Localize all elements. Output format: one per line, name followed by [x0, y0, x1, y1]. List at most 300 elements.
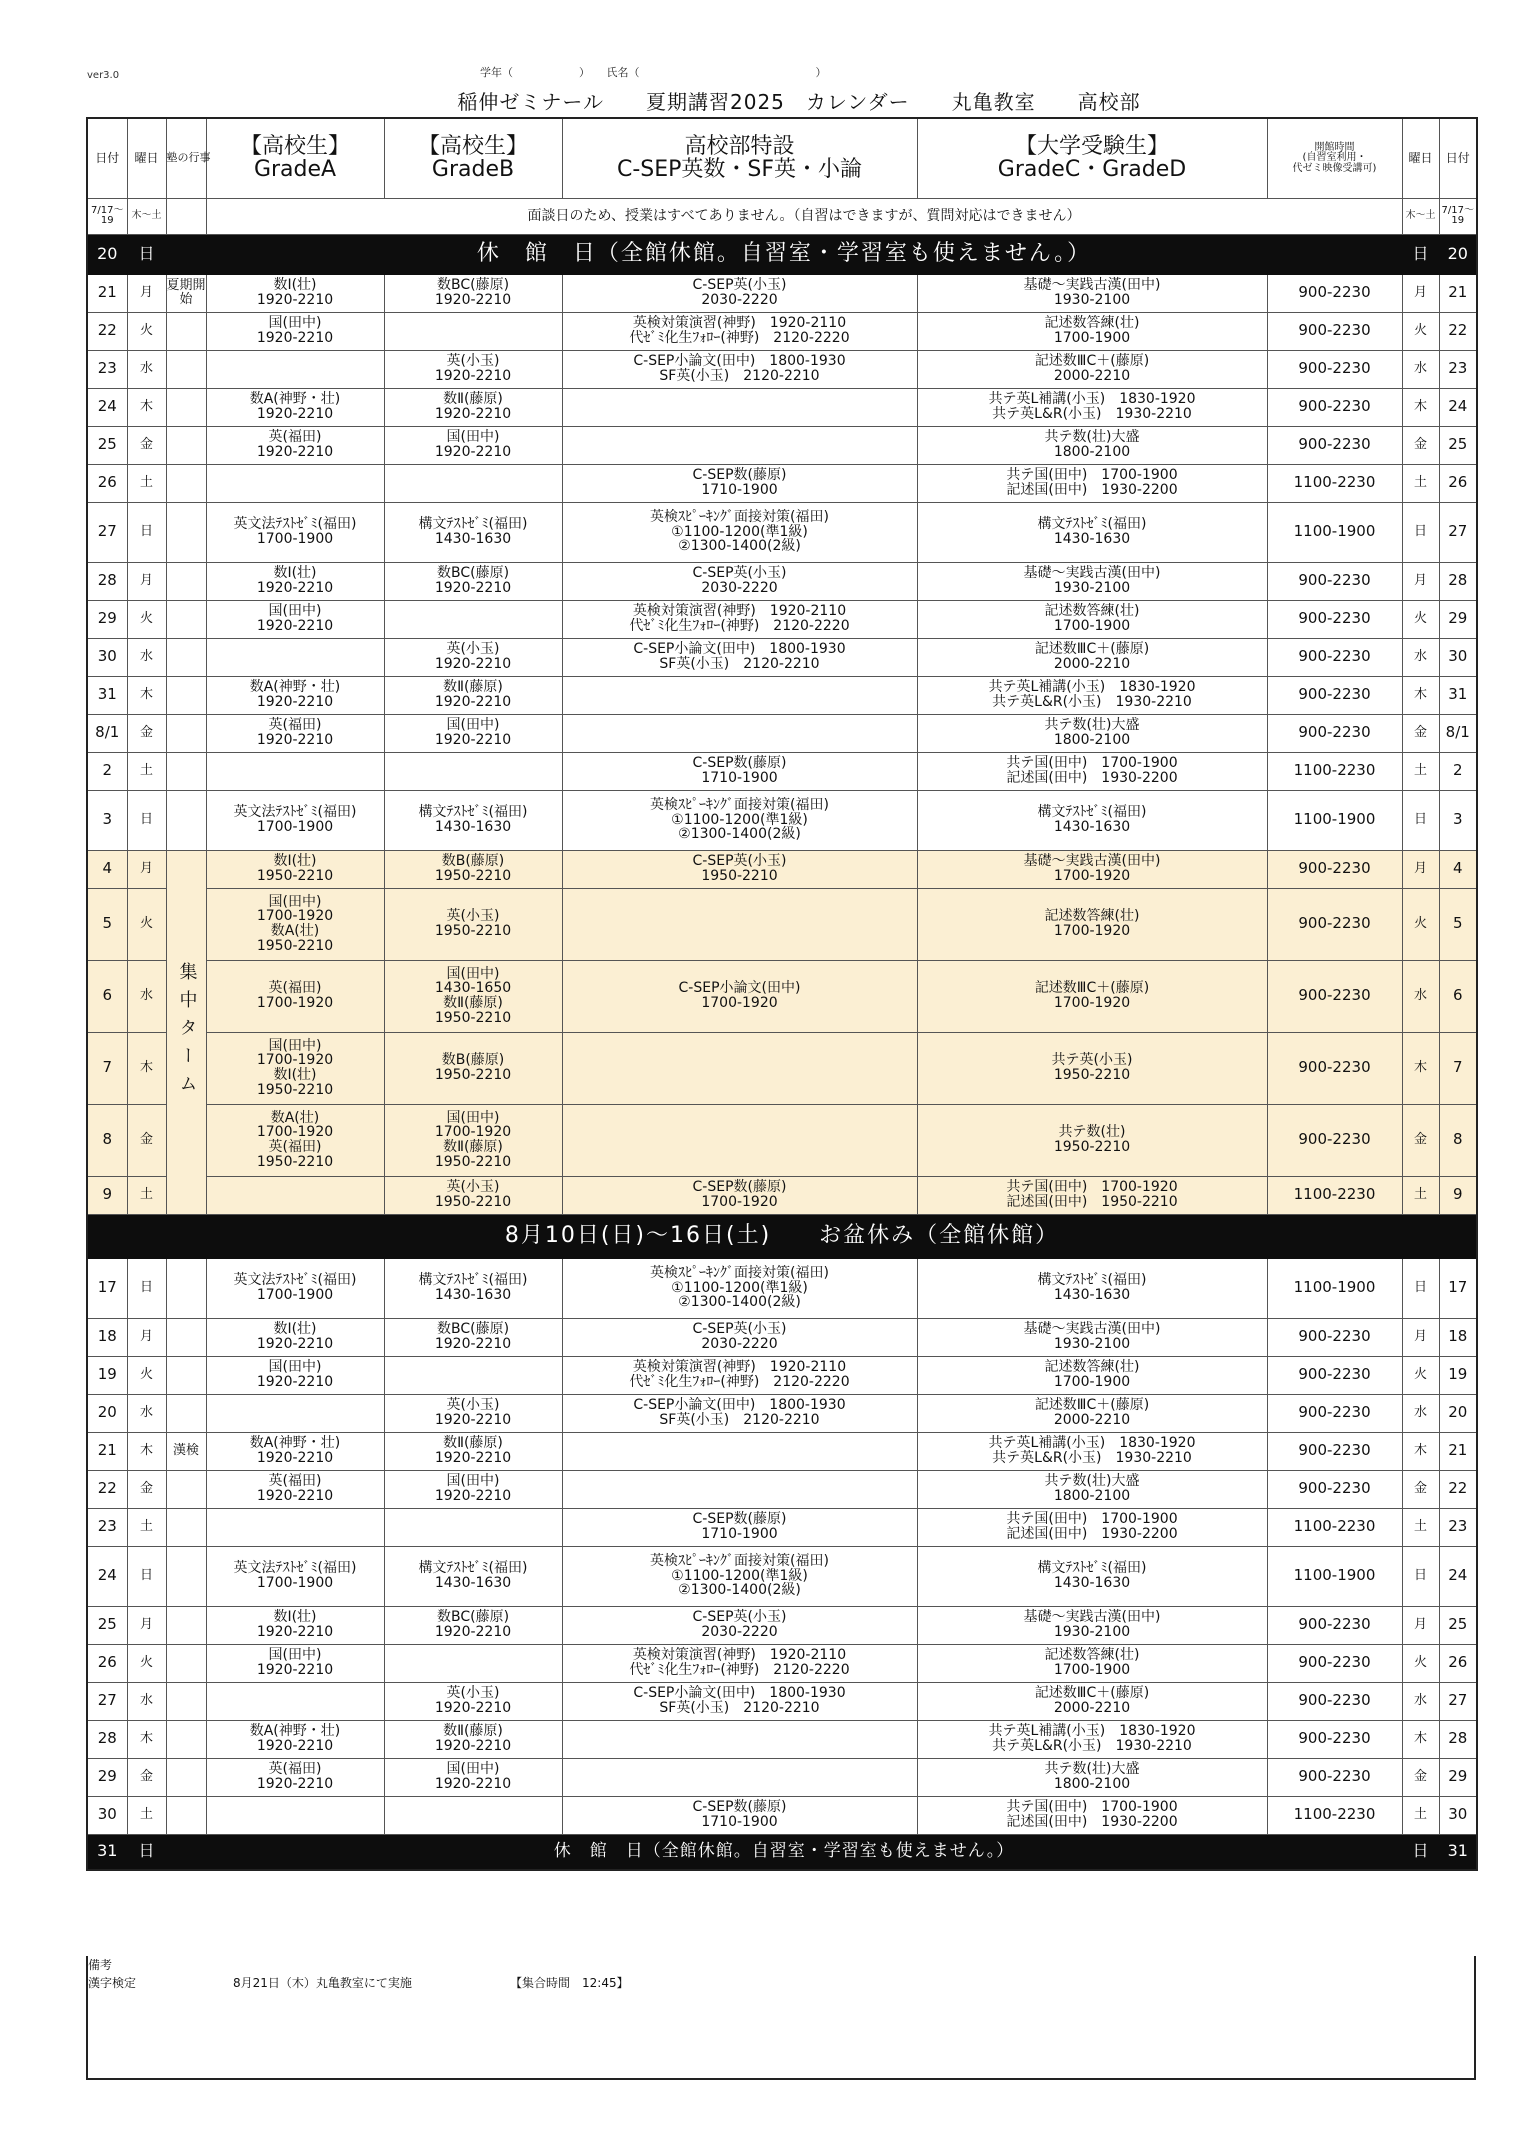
gradeCD-cell: 記述数ⅢC＋(藤原) 1700-1920	[917, 960, 1267, 1032]
closed-20-message: 休 館 日（全館休館。自習室・学習室も使えません。）	[166, 234, 1402, 274]
row-date: 29	[87, 1758, 127, 1796]
row-dow: 月	[127, 562, 166, 600]
intro-date-right: 7/17〜19	[1439, 198, 1477, 234]
gradeB-cell: 英(小玉) 1920-2210	[384, 1394, 562, 1432]
special-cell	[562, 1720, 917, 1758]
gradeCD-cell: 共テ英(小玉) 1950-2210	[917, 1032, 1267, 1104]
row-date-right: 6	[1439, 960, 1477, 1032]
gradeCD-cell: 記述数ⅢC＋(藤原) 2000-2210	[917, 1682, 1267, 1720]
row-date-right: 18	[1439, 1318, 1477, 1356]
row-dow-right: 火	[1402, 600, 1439, 638]
row-event	[166, 1470, 206, 1508]
row-event	[166, 676, 206, 714]
col-gradeB: 【高校生】 GradeB	[384, 118, 562, 198]
gradeCD-cell: 共テ国(田中) 1700-1900 記述国(田中) 1930-2200	[917, 1796, 1267, 1834]
closed-20-dow-right: 日	[1402, 234, 1439, 274]
gradeA-cell	[206, 752, 384, 790]
row-dow: 木	[127, 1720, 166, 1758]
gradeA-cell: 数A(神野・壮) 1920-2210	[206, 388, 384, 426]
row-dow: 金	[127, 1470, 166, 1508]
row-dow: 月	[127, 274, 166, 312]
row-dow: 金	[127, 1758, 166, 1796]
row-dow: 月	[127, 1318, 166, 1356]
row-date-right: 25	[1439, 426, 1477, 464]
row-event	[166, 1546, 206, 1606]
row-date: 24	[87, 1546, 127, 1606]
row-dow-right: 水	[1402, 638, 1439, 676]
calendar-row	[87, 850, 1477, 888]
gradeB-cell	[384, 1356, 562, 1394]
row-dow: 月	[127, 850, 166, 888]
row-date: 21	[87, 1432, 127, 1470]
row-dow: 火	[127, 312, 166, 350]
gradeCD-cell: 共テ英L補講(小玉) 1830-1920 共テ英L&R(小玉) 1930-2210	[917, 1720, 1267, 1758]
closed-20-dow: 日	[127, 234, 166, 274]
row-dow-right: 月	[1402, 274, 1439, 312]
row-date: 9	[87, 1176, 127, 1214]
notes-item: 漢字検定	[88, 1976, 137, 1990]
calendar-row	[87, 1394, 1477, 1432]
open-hours-cell: 900-2230	[1267, 1394, 1402, 1432]
special-cell: C-SEP数(藤原) 1710-1900	[562, 1796, 917, 1834]
row-dow-right: 金	[1402, 426, 1439, 464]
gradeA-cell	[206, 1394, 384, 1432]
row-event	[166, 638, 206, 676]
obon-row	[87, 1214, 1477, 1258]
row-dow-right: 日	[1402, 502, 1439, 562]
row-date: 7	[87, 1032, 127, 1104]
row-date: 4	[87, 850, 127, 888]
special-cell	[562, 676, 917, 714]
row-date-right: 30	[1439, 638, 1477, 676]
open-hours-cell: 900-2230	[1267, 714, 1402, 752]
gradeB-cell: 数B(藤原) 1950-2210	[384, 1032, 562, 1104]
gradeCD-cell: 記述数ⅢC＋(藤原) 2000-2210	[917, 638, 1267, 676]
row-dow-right: 水	[1402, 960, 1439, 1032]
open-hours-cell: 1100-1900	[1267, 1258, 1402, 1318]
gradeB-cell	[384, 312, 562, 350]
gradeCD-cell: 記述数答練(壮) 1700-1920	[917, 888, 1267, 960]
row-date-right: 23	[1439, 1508, 1477, 1546]
gradeCD-cell: 記述数ⅢC＋(藤原) 2000-2210	[917, 1394, 1267, 1432]
col-dow-right: 曜日	[1402, 118, 1439, 198]
gradeB-cell: 国(田中) 1700-1920 数Ⅱ(藤原) 1950-2210	[384, 1104, 562, 1176]
gradeCD-cell: 構文ﾃｽﾄｾﾞﾐ(福田) 1430-1630	[917, 1258, 1267, 1318]
row-dow: 日	[127, 1258, 166, 1318]
row-dow: 日	[127, 1546, 166, 1606]
gradeB-cell: 数Ⅱ(藤原) 1920-2210	[384, 388, 562, 426]
gradeCD-cell: 共テ国(田中) 1700-1900 記述国(田中) 1930-2200	[917, 752, 1267, 790]
open-hours-cell: 1100-2230	[1267, 1176, 1402, 1214]
calendar-row	[87, 752, 1477, 790]
row-dow: 火	[127, 1356, 166, 1394]
row-date-right: 26	[1439, 464, 1477, 502]
calendar-row	[87, 1258, 1477, 1318]
calendar-row	[87, 388, 1477, 426]
gradeA-cell: 英(福田) 1920-2210	[206, 714, 384, 752]
row-event	[166, 714, 206, 752]
special-cell: 英検対策演習(神野) 1920-2110 代ｾﾞﾐ化生ﾌｫﾛｰ(神野) 2120-2220	[562, 600, 917, 638]
intro-dow-right: 木〜土	[1402, 198, 1439, 234]
row-dow: 金	[127, 1104, 166, 1176]
gradeA-cell	[206, 464, 384, 502]
row-dow-right: 日	[1402, 790, 1439, 850]
calendar-row	[87, 464, 1477, 502]
row-dow-right: 金	[1402, 714, 1439, 752]
row-event	[166, 464, 206, 502]
row-date-right: 22	[1439, 312, 1477, 350]
row-dow: 日	[127, 790, 166, 850]
gradeB-cell: 数BC(藤原) 1920-2210	[384, 274, 562, 312]
calendar-row	[87, 312, 1477, 350]
row-date: 24	[87, 388, 127, 426]
row-date: 20	[87, 1394, 127, 1432]
col-gradeCD: 【大学受験生】 GradeC・GradeD	[917, 118, 1267, 198]
gradeA-cell: 国(田中) 1920-2210	[206, 600, 384, 638]
focus-term-label: 集中ターム	[166, 850, 206, 1214]
row-date-right: 27	[1439, 1682, 1477, 1720]
row-dow-right: 火	[1402, 1356, 1439, 1394]
open-hours-cell: 900-2230	[1267, 850, 1402, 888]
row-dow-right: 火	[1402, 1644, 1439, 1682]
row-dow-right: 金	[1402, 1104, 1439, 1176]
row-event	[166, 1720, 206, 1758]
row-dow-right: 土	[1402, 464, 1439, 502]
calendar-row	[87, 1606, 1477, 1644]
calendar-row	[87, 274, 1477, 312]
gradeB-cell	[384, 1508, 562, 1546]
open-hours-cell: 900-2230	[1267, 676, 1402, 714]
gradeCD-cell: 基礎〜実践古漢(田中) 1930-2100	[917, 562, 1267, 600]
gradeA-cell: 数Ⅰ(壮) 1920-2210	[206, 274, 384, 312]
closed-31-dow: 日	[127, 1834, 166, 1870]
row-date-right: 21	[1439, 1432, 1477, 1470]
row-dow-right: 火	[1402, 312, 1439, 350]
gradeA-cell: 数A(神野・壮) 1920-2210	[206, 1720, 384, 1758]
special-cell: C-SEP数(藤原) 1710-1900	[562, 464, 917, 502]
open-hours-cell: 900-2230	[1267, 274, 1402, 312]
row-dow: 土	[127, 464, 166, 502]
gradeB-cell: 数BC(藤原) 1920-2210	[384, 1318, 562, 1356]
row-dow: 水	[127, 1394, 166, 1432]
row-dow-right: 月	[1402, 850, 1439, 888]
open-hours-cell: 900-2230	[1267, 1032, 1402, 1104]
gradeCD-cell: 共テ数(壮)大盛 1800-2100	[917, 1470, 1267, 1508]
row-date-right: 3	[1439, 790, 1477, 850]
calendar-row	[87, 1796, 1477, 1834]
gradeCD-cell: 共テ国(田中) 1700-1920 記述国(田中) 1950-2210	[917, 1176, 1267, 1214]
gradeB-cell: 構文ﾃｽﾄｾﾞﾐ(福田) 1430-1630	[384, 502, 562, 562]
gradeB-cell: 国(田中) 1920-2210	[384, 1758, 562, 1796]
gradeCD-cell: 構文ﾃｽﾄｾﾞﾐ(福田) 1430-1630	[917, 1546, 1267, 1606]
row-event	[166, 1606, 206, 1644]
row-date-right: 30	[1439, 1796, 1477, 1834]
name-line: 学年（ ） 氏名（ ）	[480, 66, 827, 79]
row-date-right: 26	[1439, 1644, 1477, 1682]
calendar-row	[87, 1432, 1477, 1470]
row-dow: 水	[127, 638, 166, 676]
row-dow: 木	[127, 388, 166, 426]
row-date: 27	[87, 1682, 127, 1720]
row-date-right: 27	[1439, 502, 1477, 562]
intro-dow: 木〜土	[127, 198, 166, 234]
notes-time: 【集合時間 12:45】	[510, 1976, 629, 1990]
gradeA-cell	[206, 1176, 384, 1214]
calendar-row	[87, 562, 1477, 600]
row-dow-right: 水	[1402, 1682, 1439, 1720]
special-cell	[562, 1032, 917, 1104]
gradeCD-cell: 構文ﾃｽﾄｾﾞﾐ(福田) 1430-1630	[917, 502, 1267, 562]
open-hours-cell: 900-2230	[1267, 1104, 1402, 1176]
calendar-row	[87, 600, 1477, 638]
row-event	[166, 388, 206, 426]
special-cell	[562, 1104, 917, 1176]
calendar-row	[87, 1758, 1477, 1796]
special-cell: C-SEP小論文(田中) 1700-1920	[562, 960, 917, 1032]
special-cell: C-SEP小論文(田中) 1800-1930 SF英(小玉) 2120-2210	[562, 1682, 917, 1720]
open-hours-cell: 1100-1900	[1267, 790, 1402, 850]
row-date: 17	[87, 1258, 127, 1318]
gradeB-cell: 国(田中) 1920-2210	[384, 1470, 562, 1508]
gradeCD-cell: 共テ英L補講(小玉) 1830-1920 共テ英L&R(小玉) 1930-2210	[917, 388, 1267, 426]
calendar-row	[87, 888, 1477, 960]
calendar-row	[87, 1032, 1477, 1104]
gradeA-cell: 英(福田) 1920-2210	[206, 426, 384, 464]
notes-detail: 8月21日（木）丸亀教室にて実施	[233, 1976, 412, 1990]
calendar-row	[87, 1176, 1477, 1214]
row-date-right: 28	[1439, 1720, 1477, 1758]
calendar-row	[87, 1644, 1477, 1682]
open-hours-cell: 900-2230	[1267, 1432, 1402, 1470]
row-dow: 水	[127, 1682, 166, 1720]
gradeCD-cell: 基礎〜実践古漢(田中) 1930-2100	[917, 1318, 1267, 1356]
row-date: 28	[87, 1720, 127, 1758]
special-cell: C-SEP数(藤原) 1710-1900	[562, 752, 917, 790]
col-events: 塾の行事	[166, 118, 206, 198]
intro-event	[166, 198, 206, 234]
open-hours-cell: 1100-2230	[1267, 464, 1402, 502]
calendar-row	[87, 1104, 1477, 1176]
gradeA-cell	[206, 350, 384, 388]
row-dow-right: 木	[1402, 1720, 1439, 1758]
gradeB-cell: 数B(藤原) 1950-2210	[384, 850, 562, 888]
row-date: 6	[87, 960, 127, 1032]
row-dow: 木	[127, 1032, 166, 1104]
row-date: 28	[87, 562, 127, 600]
gradeB-cell	[384, 752, 562, 790]
row-date: 25	[87, 1606, 127, 1644]
open-hours-cell: 900-2230	[1267, 1356, 1402, 1394]
row-date: 8/1	[87, 714, 127, 752]
closed-31-message: 休 館 日（全館休館。自習室・学習室も使えません。）	[166, 1834, 1402, 1870]
gradeB-cell	[384, 464, 562, 502]
gradeB-cell	[384, 600, 562, 638]
gradeCD-cell: 記述数ⅢC＋(藤原) 2000-2210	[917, 350, 1267, 388]
row-dow-right: 火	[1402, 888, 1439, 960]
gradeA-cell	[206, 1796, 384, 1834]
row-date: 22	[87, 1470, 127, 1508]
closed-row-31	[87, 1834, 1477, 1870]
obon-message: 8月10日(日)〜16日(土) お盆休み（全館休館）	[87, 1214, 1477, 1258]
gradeCD-cell: 記述数答練(壮) 1700-1900	[917, 1644, 1267, 1682]
row-dow-right: 土	[1402, 752, 1439, 790]
row-date-right: 29	[1439, 600, 1477, 638]
row-event	[166, 1758, 206, 1796]
row-dow: 火	[127, 888, 166, 960]
row-dow-right: 土	[1402, 1508, 1439, 1546]
row-date-right: 9	[1439, 1176, 1477, 1214]
row-date-right: 22	[1439, 1470, 1477, 1508]
row-date-right: 21	[1439, 274, 1477, 312]
special-cell	[562, 1758, 917, 1796]
version-label: ver3.0	[87, 70, 120, 81]
row-dow-right: 日	[1402, 1546, 1439, 1606]
open-hours-cell: 900-2230	[1267, 350, 1402, 388]
gradeB-cell: 英(小玉) 1950-2210	[384, 1176, 562, 1214]
row-event	[166, 600, 206, 638]
row-dow-right: 木	[1402, 676, 1439, 714]
special-cell: C-SEP英(小玉) 1950-2210	[562, 850, 917, 888]
special-cell: 英検ｽﾋﾟｰｷﾝｸﾞ面接対策(福田) ①1100-1200(準1級) ②1300-1400(2級)	[562, 1546, 917, 1606]
special-cell: 英検対策演習(神野) 1920-2110 代ｾﾞﾐ化生ﾌｫﾛｰ(神野) 2120-2220	[562, 1356, 917, 1394]
row-event	[166, 1356, 206, 1394]
gradeB-cell	[384, 1796, 562, 1834]
row-date: 26	[87, 1644, 127, 1682]
gradeB-cell: 数Ⅱ(藤原) 1920-2210	[384, 1432, 562, 1470]
open-hours-cell: 900-2230	[1267, 1318, 1402, 1356]
row-date-right: 5	[1439, 888, 1477, 960]
special-cell	[562, 1432, 917, 1470]
open-hours-cell: 1100-2230	[1267, 1796, 1402, 1834]
calendar-row	[87, 960, 1477, 1032]
special-cell: 英検ｽﾋﾟｰｷﾝｸﾞ面接対策(福田) ①1100-1200(準1級) ②1300-1400(2級)	[562, 502, 917, 562]
row-date: 25	[87, 426, 127, 464]
special-cell: C-SEP数(藤原) 1710-1900	[562, 1508, 917, 1546]
col-date: 日付	[87, 118, 127, 198]
row-date-right: 24	[1439, 1546, 1477, 1606]
row-event	[166, 1682, 206, 1720]
gradeCD-cell: 共テ数(壮) 1950-2210	[917, 1104, 1267, 1176]
calendar-row	[87, 1356, 1477, 1394]
row-date-right: 23	[1439, 350, 1477, 388]
closed-31-date-right: 31	[1439, 1834, 1477, 1870]
gradeA-cell: 国(田中) 1700-1920 数A(壮) 1950-2210	[206, 888, 384, 960]
gradeB-cell: 数BC(藤原) 1920-2210	[384, 1606, 562, 1644]
calendar-row	[87, 638, 1477, 676]
col-gradeA: 【高校生】 GradeA	[206, 118, 384, 198]
row-date: 3	[87, 790, 127, 850]
row-date: 27	[87, 502, 127, 562]
row-date-right: 31	[1439, 676, 1477, 714]
gradeCD-cell: 共テ数(壮)大盛 1800-2100	[917, 1758, 1267, 1796]
calendar-row	[87, 790, 1477, 850]
special-cell: 英検対策演習(神野) 1920-2110 代ｾﾞﾐ化生ﾌｫﾛｰ(神野) 2120-2220	[562, 312, 917, 350]
special-cell	[562, 426, 917, 464]
closed-20-date: 20	[87, 234, 127, 274]
row-date: 23	[87, 1508, 127, 1546]
row-date-right: 20	[1439, 1394, 1477, 1432]
open-hours-cell: 900-2230	[1267, 388, 1402, 426]
row-date: 29	[87, 600, 127, 638]
gradeA-cell: 英文法ﾃｽﾄｾﾞﾐ(福田) 1700-1900	[206, 1546, 384, 1606]
calendar-row	[87, 1508, 1477, 1546]
special-cell: 英検ｽﾋﾟｰｷﾝｸﾞ面接対策(福田) ①1100-1200(準1級) ②1300-1400(2級)	[562, 1258, 917, 1318]
calendar-row	[87, 1318, 1477, 1356]
gradeCD-cell: 共テ数(壮)大盛 1800-2100	[917, 426, 1267, 464]
row-event	[166, 1394, 206, 1432]
col-dow: 曜日	[127, 118, 166, 198]
row-date-right: 17	[1439, 1258, 1477, 1318]
open-hours-cell: 900-2230	[1267, 600, 1402, 638]
gradeB-cell: 国(田中) 1430-1650 数Ⅱ(藤原) 1950-2210	[384, 960, 562, 1032]
row-event	[166, 426, 206, 464]
gradeB-cell: 構文ﾃｽﾄｾﾞﾐ(福田) 1430-1630	[384, 790, 562, 850]
gradeA-cell: 国(田中) 1700-1920 数Ⅰ(壮) 1950-2210	[206, 1032, 384, 1104]
notes-label: 備考	[88, 1958, 113, 1972]
row-date-right: 8	[1439, 1104, 1477, 1176]
row-date-right: 28	[1439, 562, 1477, 600]
open-hours-cell: 900-2230	[1267, 1682, 1402, 1720]
row-dow: 水	[127, 350, 166, 388]
gradeB-cell: 数Ⅱ(藤原) 1920-2210	[384, 676, 562, 714]
row-date: 31	[87, 676, 127, 714]
closed-31-date: 31	[87, 1834, 127, 1870]
open-hours-cell: 900-2230	[1267, 888, 1402, 960]
special-cell: C-SEP数(藤原) 1700-1920	[562, 1176, 917, 1214]
open-hours-cell: 900-2230	[1267, 1758, 1402, 1796]
gradeCD-cell: 共テ英L補講(小玉) 1830-1920 共テ英L&R(小玉) 1930-2210	[917, 676, 1267, 714]
row-event	[166, 1644, 206, 1682]
open-hours-cell: 900-2230	[1267, 1606, 1402, 1644]
row-date-right: 19	[1439, 1356, 1477, 1394]
open-hours-cell: 900-2230	[1267, 1644, 1402, 1682]
special-cell: 英検ｽﾋﾟｰｷﾝｸﾞ面接対策(福田) ①1100-1200(準1級) ②1300-1400(2級)	[562, 790, 917, 850]
gradeB-cell: 英(小玉) 1920-2210	[384, 638, 562, 676]
calendar-row	[87, 350, 1477, 388]
gradeA-cell: 英文法ﾃｽﾄｾﾞﾐ(福田) 1700-1900	[206, 502, 384, 562]
row-date: 19	[87, 1356, 127, 1394]
gradeB-cell: 構文ﾃｽﾄｾﾞﾐ(福田) 1430-1630	[384, 1258, 562, 1318]
gradeA-cell: 国(田中) 1920-2210	[206, 312, 384, 350]
gradeA-cell: 数A(神野・壮) 1920-2210	[206, 1432, 384, 1470]
row-dow: 土	[127, 1796, 166, 1834]
row-event	[166, 1258, 206, 1318]
gradeCD-cell: 基礎〜実践古漢(田中) 1930-2100	[917, 274, 1267, 312]
intro-row	[87, 198, 1477, 234]
special-cell: C-SEP小論文(田中) 1800-1930 SF英(小玉) 2120-2210	[562, 638, 917, 676]
col-open: 開館時間 (自習室利用・ 代ゼミ映像受講可)	[1267, 118, 1402, 198]
open-hours-cell: 1100-2230	[1267, 1508, 1402, 1546]
row-event	[166, 752, 206, 790]
row-dow: 日	[127, 502, 166, 562]
row-date: 5	[87, 888, 127, 960]
row-dow-right: 土	[1402, 1176, 1439, 1214]
special-cell: C-SEP小論文(田中) 1800-1930 SF英(小玉) 2120-2210	[562, 1394, 917, 1432]
row-date: 2	[87, 752, 127, 790]
row-event: 夏期開始	[166, 274, 206, 312]
gradeA-cell: 数Ⅰ(壮) 1920-2210	[206, 1606, 384, 1644]
gradeCD-cell: 記述数答練(壮) 1700-1900	[917, 1356, 1267, 1394]
gradeB-cell: 構文ﾃｽﾄｾﾞﾐ(福田) 1430-1630	[384, 1546, 562, 1606]
row-date: 8	[87, 1104, 127, 1176]
special-cell	[562, 888, 917, 960]
row-date: 18	[87, 1318, 127, 1356]
calendar-row	[87, 676, 1477, 714]
row-dow: 火	[127, 1644, 166, 1682]
row-event: 漢検	[166, 1432, 206, 1470]
row-date: 26	[87, 464, 127, 502]
special-cell: C-SEP小論文(田中) 1800-1930 SF英(小玉) 2120-2210	[562, 350, 917, 388]
